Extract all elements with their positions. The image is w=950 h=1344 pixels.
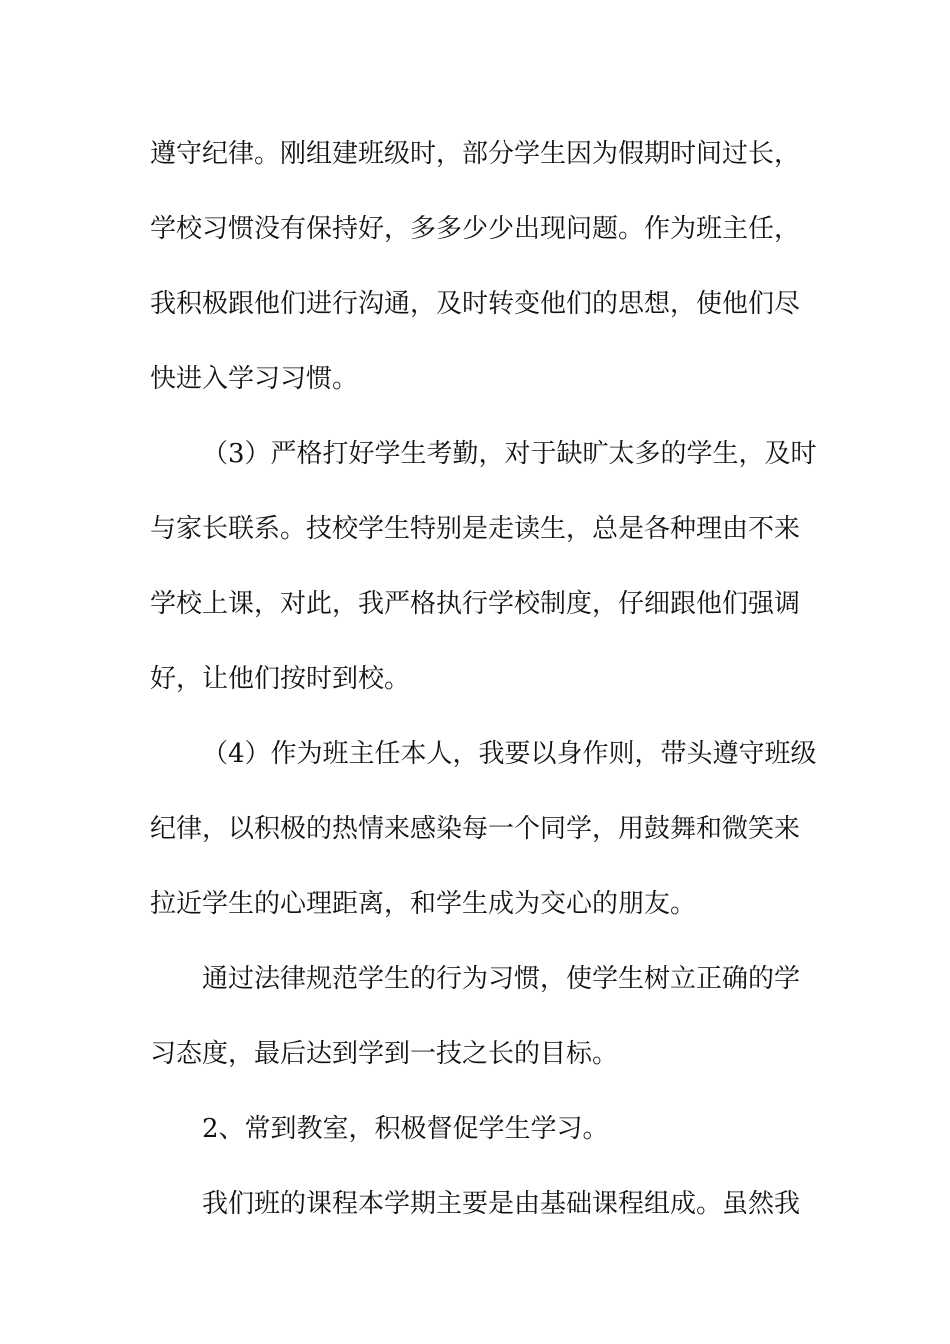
text-line: 纪律，以积极的热情来感染每一个同学，用鼓舞和微笑来 bbox=[150, 814, 801, 844]
text-line: 快进入学习习惯。 bbox=[150, 364, 359, 394]
text-line: 与家长联系。技校学生特别是走读生，总是各种理由不来 bbox=[150, 514, 801, 544]
text-line: 学校习惯没有保持好，多多少少出现问题。作为班主任， bbox=[150, 214, 801, 244]
text-line: 我们班的课程本学期主要是由基础课程组成。虽然我 bbox=[202, 1189, 801, 1219]
body-text bbox=[150, 128, 817, 1253]
text-line: 拉近学生的心理距离，和学生成为交心的朋友。 bbox=[150, 889, 697, 919]
text-line: （4）作为班主任本人，我要以身作则，带头遵守班级 bbox=[202, 739, 817, 769]
text-line: 学校上课，对此，我严格执行学校制度，仔细跟他们强调 bbox=[150, 589, 801, 619]
text-line: 好，让他们按时到校。 bbox=[150, 664, 411, 694]
text-line: 2、常到教室，积极督促学生学习。 bbox=[202, 1114, 609, 1144]
text-line: 通过法律规范学生的行为习惯，使学生树立正确的学 bbox=[202, 964, 801, 994]
text-line: 我积极跟他们进行沟通，及时转变他们的思想，使他们尽 bbox=[150, 289, 801, 319]
text-line: （3）严格打好学生考勤，对于缺旷太多的学生，及时 bbox=[202, 439, 817, 469]
text-line: 习态度，最后达到学到一技之长的目标。 bbox=[150, 1039, 619, 1069]
text-line: 遵守纪律。刚组建班级时，部分学生因为假期时间过长， bbox=[150, 139, 801, 169]
